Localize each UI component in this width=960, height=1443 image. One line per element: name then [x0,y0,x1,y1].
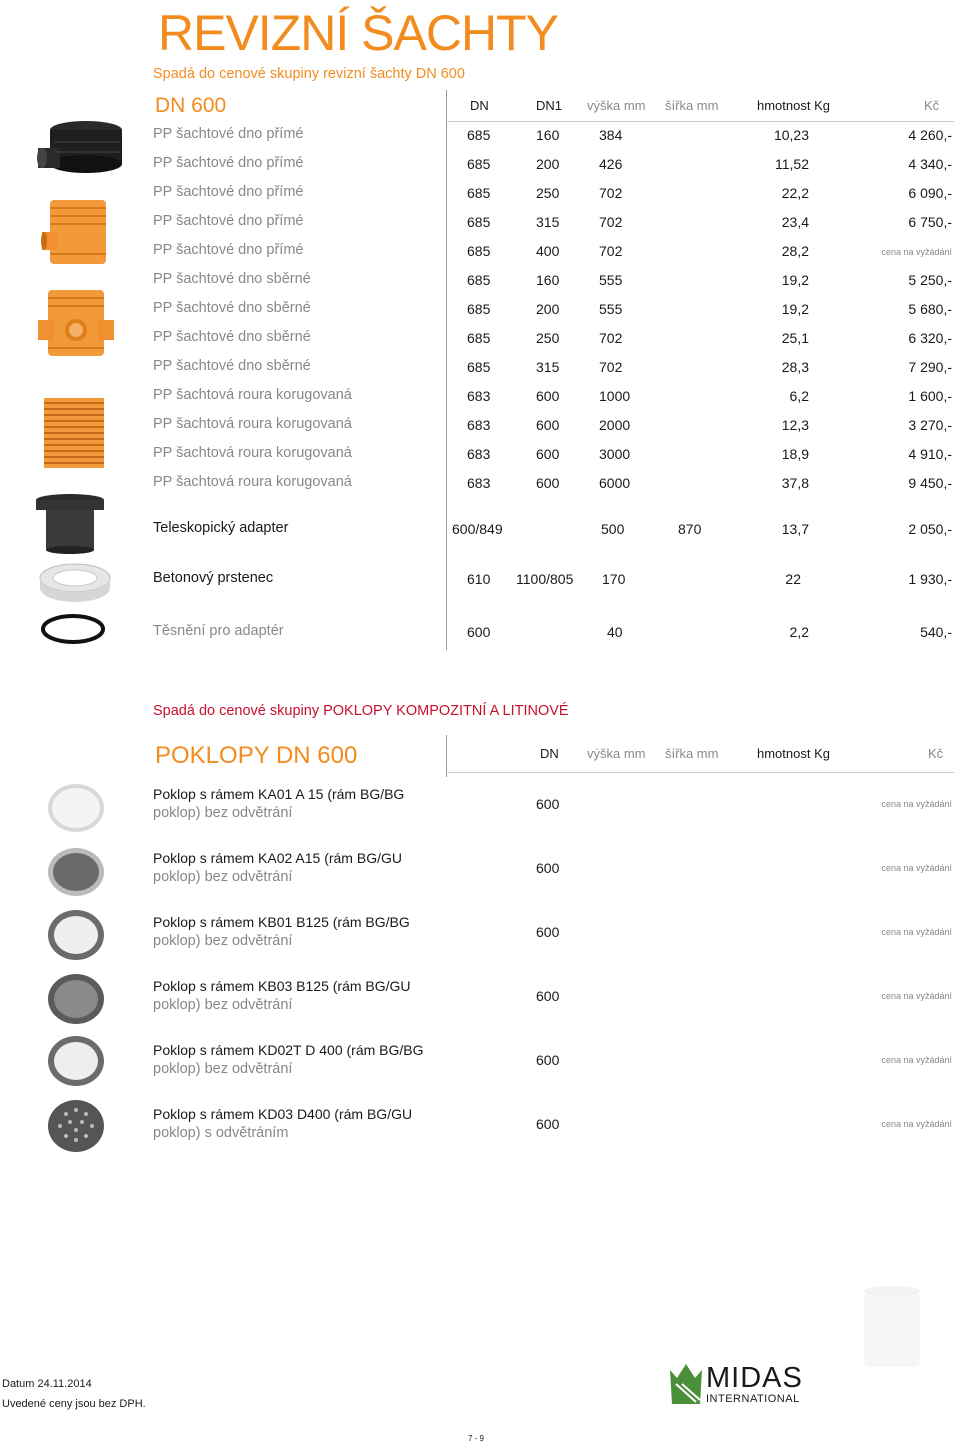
cell-vyska: 702 [599,214,623,230]
cell-dn: 600 [536,1116,560,1132]
cell-dn1: 1100/805 [516,571,574,587]
cell-dn: 600 [536,796,560,812]
cover-ventilation: poklop) bez odvětrání [153,997,293,1013]
cell-price: cena na vyžádání [881,927,952,937]
cell-dn: 685 [467,272,491,288]
cell-hmotnost: 13,7 [781,521,809,537]
cell-price: 6 750,- [908,214,952,230]
cell-vyska: 555 [599,301,623,317]
cell-vyska: 702 [599,359,623,375]
product-name: PP šachtové dno sběrné [153,300,311,316]
cell-hmotnost: 12,3 [781,417,809,433]
cell-hmotnost: 22,2 [781,185,809,201]
cover-ventilation: poklop) bez odvětrání [153,869,293,885]
cell-vyska: 384 [599,127,623,143]
cover-name: Poklop s rámem KD03 D400 (rám BG/GU [153,1106,413,1122]
cell-price: cena na vyžádání [881,1119,952,1129]
ghost-product-watermark [856,1285,928,1375]
logo-wordmark: MIDAS [706,1362,803,1394]
header-dn-2: DN [540,746,559,761]
cell-hmotnost: 22 [785,571,801,587]
cell-hmotnost: 28,3 [781,359,809,375]
cell-price: 1 930,- [908,571,952,587]
cover-ventilation: poklop) bez odvětrání [153,933,293,949]
header-hmotnost: hmotnost Kg [757,98,830,113]
cover-ventilation: poklop) s odvětráním [153,1125,289,1141]
cell-hmotnost: 6,2 [789,388,809,404]
cell-dn: 683 [467,475,491,491]
cell-price: 1 600,- [908,388,952,404]
product-name: PP šachtové dno sběrné [153,271,311,287]
accessory-name: Betonový prstenec [153,570,274,586]
footer-vat-note: Uvedené ceny jsou bez DPH. [2,1398,146,1410]
cell-dn1: 600 [536,475,560,491]
column-divider [446,90,447,650]
cover-name: Poklop s rámem KA02 A15 (rám BG/GU [153,850,402,866]
cover-ka01-image [46,782,106,834]
header-vyska: výška mm [587,98,646,113]
cell-dn: 685 [467,185,491,201]
cell-vyska: 3000 [599,446,631,462]
cell-dn1: 160 [536,272,560,288]
header-dn: DN [470,98,489,113]
cell-price: 2 050,- [908,521,952,537]
cell-vyska: 6000 [599,475,631,491]
cell-vyska: 170 [602,571,626,587]
header-hmotnost-2: hmotnost Kg [757,746,830,761]
cell-price: 3 270,- [908,417,952,433]
cell-dn: 685 [467,243,491,259]
orange-collector-base-image [36,286,116,360]
cell-price: 5 680,- [908,301,952,317]
cover-name: Poklop s rámem KB01 B125 (rám BG/BG [153,914,410,930]
cell-hmotnost: 19,2 [781,301,809,317]
crown-icon [668,1362,704,1406]
header-dn1: DN1 [536,98,563,113]
cover-kd03-image [46,1098,106,1154]
cell-hmotnost: 25,1 [781,330,809,346]
product-name: PP šachtové dno přímé [153,242,304,258]
black-shaft-base-image [34,118,126,180]
cell-sirka: 870 [678,521,702,537]
footer-date: Datum 24.11.2014 [2,1378,92,1390]
cell-dn: 600 [536,988,560,1004]
cell-dn1: 250 [536,185,560,201]
cell-price: 540,- [920,624,952,640]
cell-dn: 685 [467,156,491,172]
header-sirka-2: šířka mm [665,746,719,761]
cell-dn: 600 [536,1052,560,1068]
cover-ka02-image [46,846,106,898]
cell-price: 6 090,- [908,185,952,201]
cell-vyska: 702 [599,330,623,346]
cell-dn1: 400 [536,243,560,259]
cell-dn1: 200 [536,156,560,172]
cover-kb01-image [46,908,106,962]
cell-price: 7 290,- [908,359,952,375]
logo-subtext: INTERNATIONAL [706,1393,800,1405]
cell-price: cena na vyžádání [881,991,952,1001]
accessory-name: Teleskopický adapter [153,520,289,536]
cell-price: 4 260,- [908,127,952,143]
cell-hmotnost: 28,2 [781,243,809,259]
product-name: PP šachtová roura korugovaná [153,445,352,461]
cell-price: cena na vyžádání [881,247,952,257]
cell-vyska: 1000 [599,388,631,404]
header-kc-2: Kč [928,746,944,761]
cell-price: cena na vyžádání [881,799,952,809]
cell-vyska: 555 [599,272,623,288]
product-name: PP šachtová roura korugovaná [153,474,352,490]
cell-dn1: 315 [536,359,560,375]
product-name: PP šachtové dno přímé [153,155,304,171]
cell-price: cena na vyžádání [881,1055,952,1065]
orange-straight-base-image [40,196,110,268]
cell-dn: 685 [467,330,491,346]
cell-hmotnost: 37,8 [781,475,809,491]
cell-price: 9 450,- [908,475,952,491]
section-title-dn600: DN 600 [155,94,227,117]
header-kc: Kč [924,98,940,113]
cell-price: cena na vyžádání [881,863,952,873]
cell-dn1: 315 [536,214,560,230]
header-vyska-2: výška mm [587,746,646,761]
product-name: PP šachtové dno sběrné [153,329,311,345]
cell-vyska: 702 [599,243,623,259]
product-name: PP šachtová roura korugovaná [153,416,352,432]
cell-vyska: 2000 [599,417,631,433]
cell-dn1: 200 [536,301,560,317]
page-title: REVIZNÍ ŠACHTY [158,5,558,61]
column-divider-2 [446,735,447,777]
covers-price-group-subtitle: Spadá do cenové skupiny POKLOPY KOMPOZITNÍ A LITINOVÉ [153,703,569,719]
cell-dn1: 600 [536,388,560,404]
header-underline-2 [446,772,954,773]
product-name: PP šachtová roura korugovaná [153,387,352,403]
midas-logo [668,1362,808,1408]
cell-price: 4 910,- [908,446,952,462]
cover-name: Poklop s rámem KB03 B125 (rám BG/GU [153,978,411,994]
cell-dn: 685 [467,127,491,143]
price-group-subtitle: Spadá do cenové skupiny revizní šachty DN 600 [153,66,465,82]
cover-ventilation: poklop) bez odvětrání [153,805,293,821]
product-name: PP šachtové dno přímé [153,184,304,200]
section-title-poklopy: POKLOPY DN 600 [155,742,358,769]
cell-price: 5 250,- [908,272,952,288]
header-underline [446,121,954,122]
cell-dn1: 600 [536,417,560,433]
product-name: PP šachtové dno přímé [153,213,304,229]
cell-dn: 600 [536,924,560,940]
page-number: 7 - 9 [468,1434,485,1443]
cell-hmotnost: 18,9 [781,446,809,462]
concrete-ring-image [38,560,112,606]
cell-dn: 685 [467,359,491,375]
cell-price: 6 320,- [908,330,952,346]
cover-name: Poklop s rámem KD02T D 400 (rám BG/BG [153,1042,424,1058]
cell-dn: 683 [467,446,491,462]
cell-price: 4 340,- [908,156,952,172]
cover-name: Poklop s rámem KA01 A 15 (rám BG/BG [153,786,405,802]
cell-dn1: 250 [536,330,560,346]
product-name: PP šachtové dno sběrné [153,358,311,374]
cell-vyska: 500 [601,521,625,537]
cell-hmotnost: 23,4 [781,214,809,230]
cover-kb03-image [46,972,106,1026]
cell-dn1: 600 [536,446,560,462]
cell-dn: 683 [467,388,491,404]
telescopic-adapter-image [34,492,106,556]
cell-hmotnost: 10,23 [773,127,809,143]
product-name: PP šachtové dno přímé [153,126,304,142]
seal-ring-image [40,612,106,646]
corrugated-pipe-image [40,394,108,472]
cell-dn: 600 [536,860,560,876]
cell-dn: 683 [467,417,491,433]
cell-vyska: 426 [599,156,623,172]
cell-vyska: 702 [599,185,623,201]
cell-dn: 600/849 [452,521,503,537]
cell-dn1: 160 [536,127,560,143]
header-sirka: šířka mm [665,98,719,113]
cell-hmotnost: 2,2 [789,624,809,640]
cover-ventilation: poklop) bez odvětrání [153,1061,293,1077]
cell-dn: 685 [467,301,491,317]
cell-vyska: 40 [607,624,623,640]
cell-hmotnost: 19,2 [781,272,809,288]
cell-dn: 600 [467,624,491,640]
cell-hmotnost: 11,52 [775,156,809,172]
cover-kd02t-image [46,1034,106,1088]
cell-dn: 610 [467,571,491,587]
cell-dn: 685 [467,214,491,230]
accessory-name: Těsnění pro adaptér [153,623,284,639]
